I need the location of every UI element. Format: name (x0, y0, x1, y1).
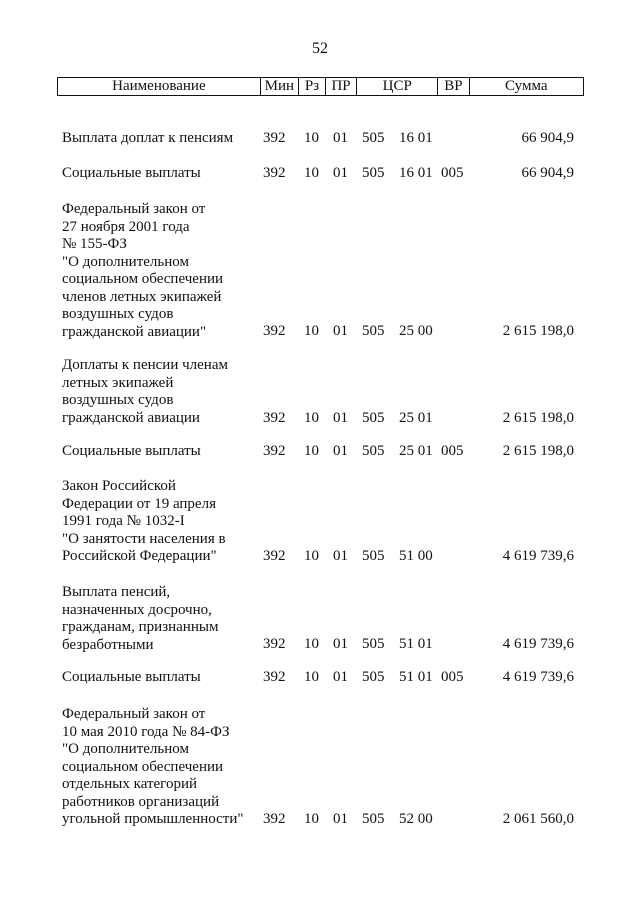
row-vr: 005 (441, 443, 464, 459)
row-sum: 4 619 739,6 (502, 669, 574, 685)
row-csr-code: 16 01 (399, 130, 433, 146)
row-name: Федеральный закон от 10 мая 2010 года № 84-ФЗ "О дополнительном социальном обеспечении отдельных категорий работников организаций угольной промышленности" (62, 706, 244, 827)
row-csr-code: 25 00 (399, 323, 433, 339)
row-name: Социальные выплаты (62, 443, 201, 459)
row-sum: 4 619 739,6 (502, 548, 574, 564)
row-pr: 01 (333, 323, 348, 339)
row-rz: 10 (304, 811, 319, 827)
row-csr-code: 51 01 (399, 636, 433, 652)
row-csr-code: 25 01 (399, 443, 433, 459)
row-csr-program: 505 (362, 443, 385, 459)
row-pr: 01 (333, 669, 348, 685)
row-csr-code: 52 00 (399, 811, 433, 827)
row-sum: 2 061 560,0 (502, 811, 574, 827)
row-min: 392 (263, 410, 286, 426)
row-vr: 005 (441, 165, 464, 181)
row-name: Федеральный закон от 27 ноября 2001 года № 155-ФЗ "О дополнительном социальном обеспечении членов летных экипажей воздушных судов гражданской авиации" (62, 201, 224, 340)
row-rz: 10 (304, 669, 319, 685)
row-vr: 005 (441, 669, 464, 685)
row-name: Социальные выплаты (62, 669, 201, 685)
row-csr-program: 505 (362, 669, 385, 685)
row-min: 392 (263, 323, 286, 339)
header-name: Наименование (58, 78, 261, 96)
row-csr-code: 51 01 (399, 669, 433, 685)
row-rz: 10 (304, 130, 319, 146)
row-csr-program: 505 (362, 165, 385, 181)
row-pr: 01 (333, 410, 348, 426)
row-pr: 01 (333, 548, 348, 564)
header-rz: Рз (298, 78, 325, 96)
row-sum: 4 619 739,6 (502, 636, 574, 652)
row-rz: 10 (304, 323, 319, 339)
row-rz: 10 (304, 443, 319, 459)
row-name: Закон Российской Федерации от 19 апреля 1991 года № 1032-I "О занятости населения в Российской Федерации" (62, 478, 226, 564)
row-pr: 01 (333, 811, 348, 827)
row-min: 392 (263, 165, 286, 181)
page-number: 52 (312, 40, 328, 57)
row-csr-program: 505 (362, 130, 385, 146)
row-min: 392 (263, 669, 286, 685)
row-pr: 01 (333, 443, 348, 459)
row-rz: 10 (304, 636, 319, 652)
row-csr-code: 16 01 (399, 165, 433, 181)
row-rz: 10 (304, 548, 319, 564)
row-name: Выплата пенсий, назначенных досрочно, гражданам, признанным безработными (62, 584, 219, 653)
header-sum: Сумма (469, 78, 583, 96)
row-sum: 66 904,9 (521, 165, 574, 181)
row-sum: 2 615 198,0 (502, 323, 574, 339)
row-min: 392 (263, 130, 286, 146)
row-sum: 2 615 198,0 (502, 410, 574, 426)
row-csr-code: 25 01 (399, 410, 433, 426)
row-pr: 01 (333, 636, 348, 652)
row-csr-program: 505 (362, 323, 385, 339)
row-pr: 01 (333, 165, 348, 181)
header-min: Мин (260, 78, 298, 96)
row-min: 392 (263, 548, 286, 564)
header-vr: ВР (438, 78, 469, 96)
row-csr-program: 505 (362, 410, 385, 426)
row-csr-program: 505 (362, 636, 385, 652)
row-csr-program: 505 (362, 548, 385, 564)
header-csr: ЦСР (357, 78, 438, 96)
row-rz: 10 (304, 410, 319, 426)
row-min: 392 (263, 443, 286, 459)
row-rz: 10 (304, 165, 319, 181)
row-name: Выплата доплат к пенсиям (62, 130, 234, 146)
row-min: 392 (263, 636, 286, 652)
row-sum: 2 615 198,0 (502, 443, 574, 459)
row-name: Социальные выплаты (62, 165, 201, 181)
row-name: Доплаты к пенсии членам летных экипажей воздушных судов гражданской авиации (62, 357, 228, 426)
row-pr: 01 (333, 130, 348, 146)
header-pr: ПР (326, 78, 357, 96)
table-header (57, 77, 584, 96)
row-csr-code: 51 00 (399, 548, 433, 564)
row-min: 392 (263, 811, 286, 827)
row-sum: 66 904,9 (521, 130, 574, 146)
row-csr-program: 505 (362, 811, 385, 827)
